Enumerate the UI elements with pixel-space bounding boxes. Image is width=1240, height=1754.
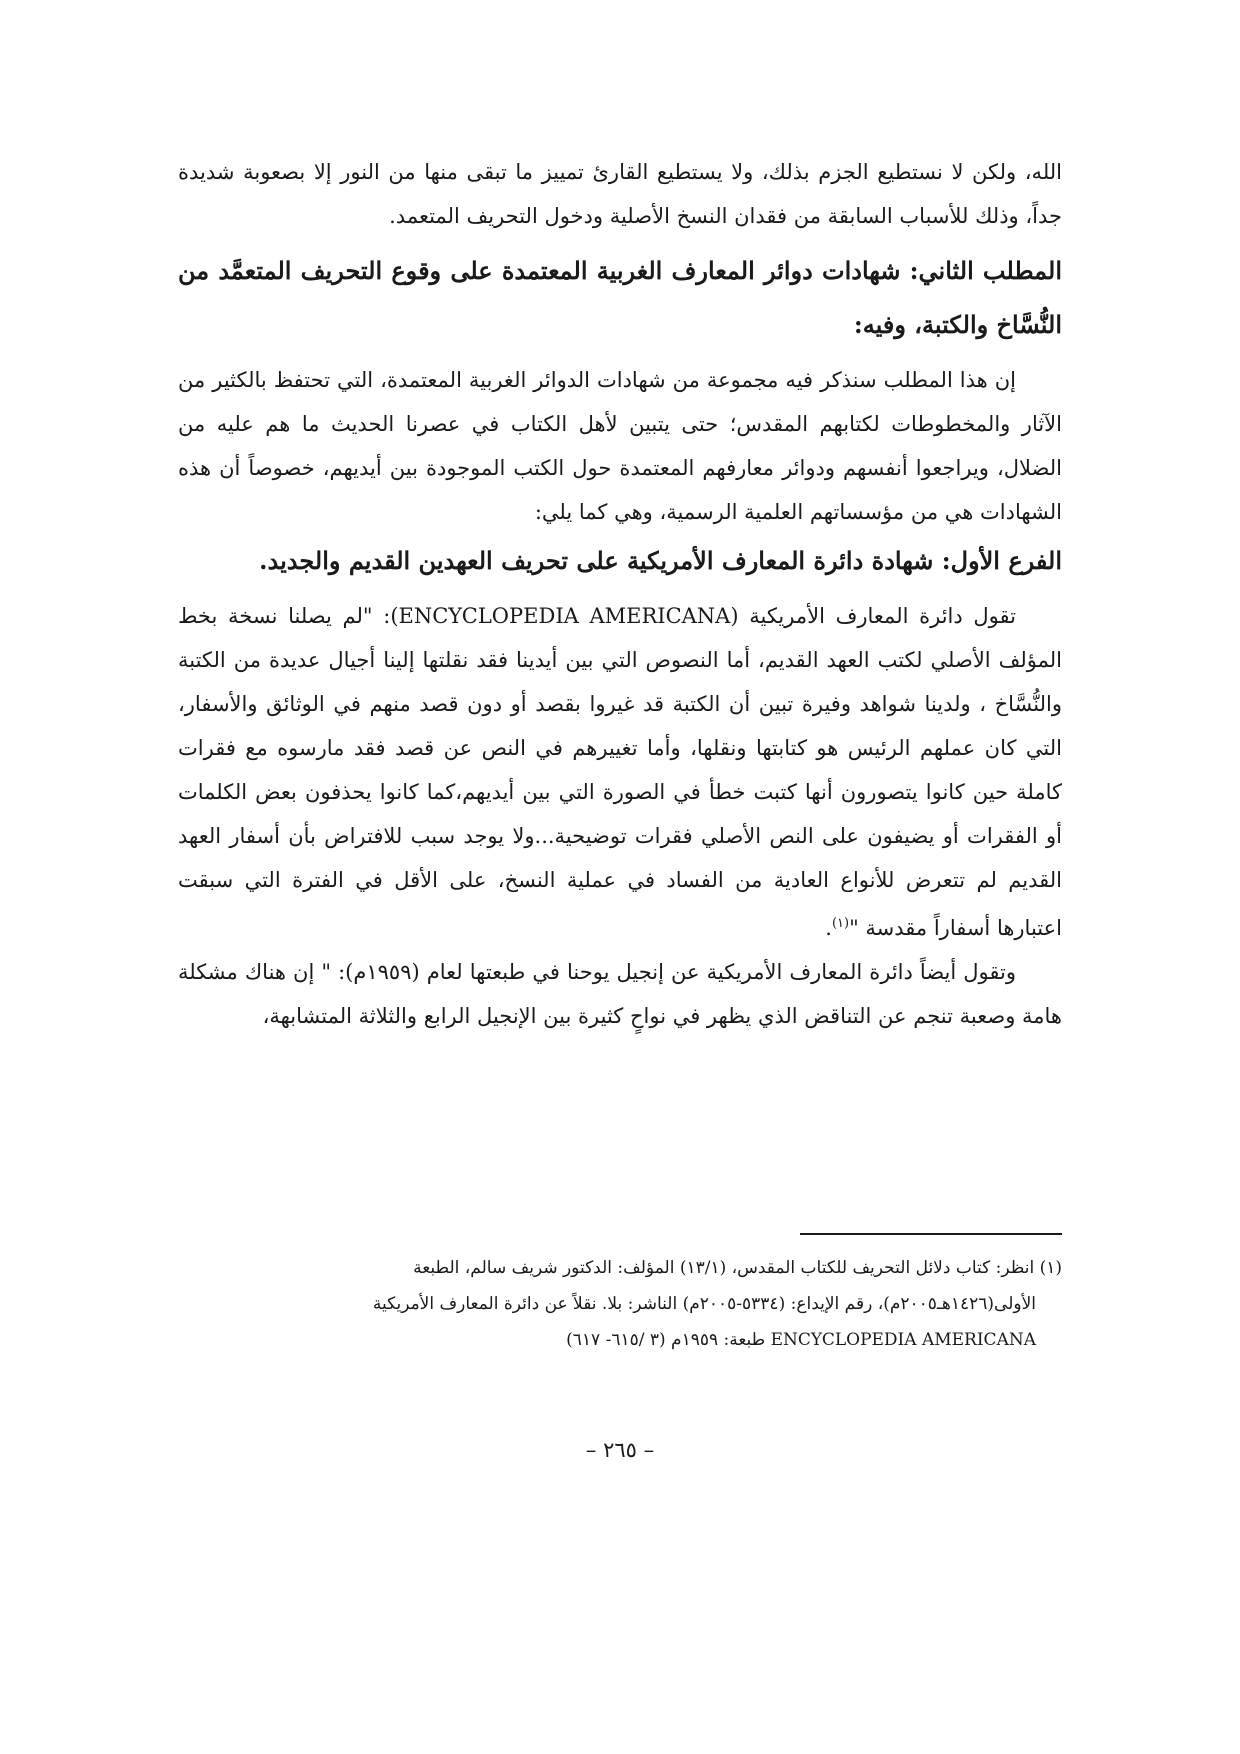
quote-text: تقول دائرة المعارف الأمريكية (ENCYCLOPEDIA AMERICANA): "لم يصلنا نسخة بخط المؤلف الأصلي لكتب العهد القديم، أما النصوص التي بين أيدينا فقد نقلتها إلينا أجيال عديدة من الكتبة والنُّسَّاخ ، ولدينا شواهد وفيرة تبين أن الكتبة قد غيروا بقصد أو دون قصد منهم في الوثائق والأسفار، التي كان عملهم الرئيس هو كتابتها ونقلها، وأما تغييرهم في النص عن قصد فقد مارسوه مع فقرات كاملة حين كانوا يتصورون أنها كتبت خطأ في الصورة التي بين أيديهم،كما كانوا يحذفون بعض الكلمات أو الفقرات أو يضيفون على النص الأصلي فقرات توضيحية...ولا يوجد سبب للافتراض بأن أسفار العهد القديم لم تتعرض للأنواع العادية من الفساد في عملية النسخ، على الأقل في الفترة التي سبقت اعتبارها أسفاراً مقدسة " — [178, 604, 1062, 940]
footnote-line: (١) انظر: كتاب دلائل التحريف للكتاب المقدس، (١٣/١) المؤلف: الدكتور شريف سالم، الطبعة — [413, 1258, 1062, 1278]
main-text-block — [178, 150, 1062, 1038]
paragraph-continuation: الله، ولكن لا نستطيع الجزم بذلك، ولا يستطيع القارئ تمييز ما تبقى منها من النور إلا بصعوبة شديدة جداً، وذلك للأسباب السابقة من فقدان النسخ الأصلية ودخول التحريف المتعمد. — [178, 160, 1062, 228]
paragraph-introduction: إن هذا المطلب سنذكر فيه مجموعة من شهادات الدوائر الغربية المعتمدة، التي تحتفظ بالكثير من الآثار والمخطوطات لكتابهم المقدس؛ حتى يتبين لأهل الكتاب في عصرنا الحديث ما هم عليه من الضلال، ويراجعوا أنفسهم ودوائر معارفهم المعتمدة حول الكتب الموجودة بين أيديهم، خصوصاً أن هذه الشهادات هي من مؤسساتهم العلمية الرسمية، وهي كما يلي: — [178, 368, 1062, 524]
footnote-reference[interactable]: (١) — [831, 916, 850, 931]
footnote-line: الأولى(١٤٢٦هـ٢٠٠٥م)، رقم الإيداع: (٥٣٣٤-٢٠٠٥م) الناشر: بلا. نقلاً عن دائرة المعارف الأمريكية — [372, 1294, 1036, 1314]
paragraph-john-gospel: وتقول أيضاً دائرة المعارف الأمريكية عن إنجيل يوحنا في طبعتها لعام (١٩٥٩م): " إن هناك مشكلة هامة وصعبة تنجم عن التناقض الذي يظهر في نواحٍ كثيرة بين الإنجيل الرابع والثلاثة المتشابهة، — [178, 960, 1062, 1028]
subsection-heading-first-branch: الفرع الأول: شهادة دائرة المعارف الأمريكية على تحريف العهدين القديم والجديد. — [259, 546, 1062, 575]
footnotes-block — [178, 1250, 1062, 1358]
section-heading-second-requirement: المطلب الثاني: شهادات دوائر المعارف الغربية المعتمدة على وقوع التحريف المتعمَّد من النُّسَّاخ والكتبة، وفيه: — [178, 256, 1062, 339]
quote-end-period: . — [825, 916, 832, 940]
page-number: – ٢٦٥ – — [585, 1438, 655, 1462]
footnote-separator — [800, 1233, 1062, 1235]
footnote-line: ENCYCLOPEDIA AMERICANA طبعة: ١٩٥٩م (٣ /٦١٥- ٦١٧) — [566, 1330, 1036, 1350]
paragraph-american-encyclopedia-quote — [178, 594, 1062, 950]
